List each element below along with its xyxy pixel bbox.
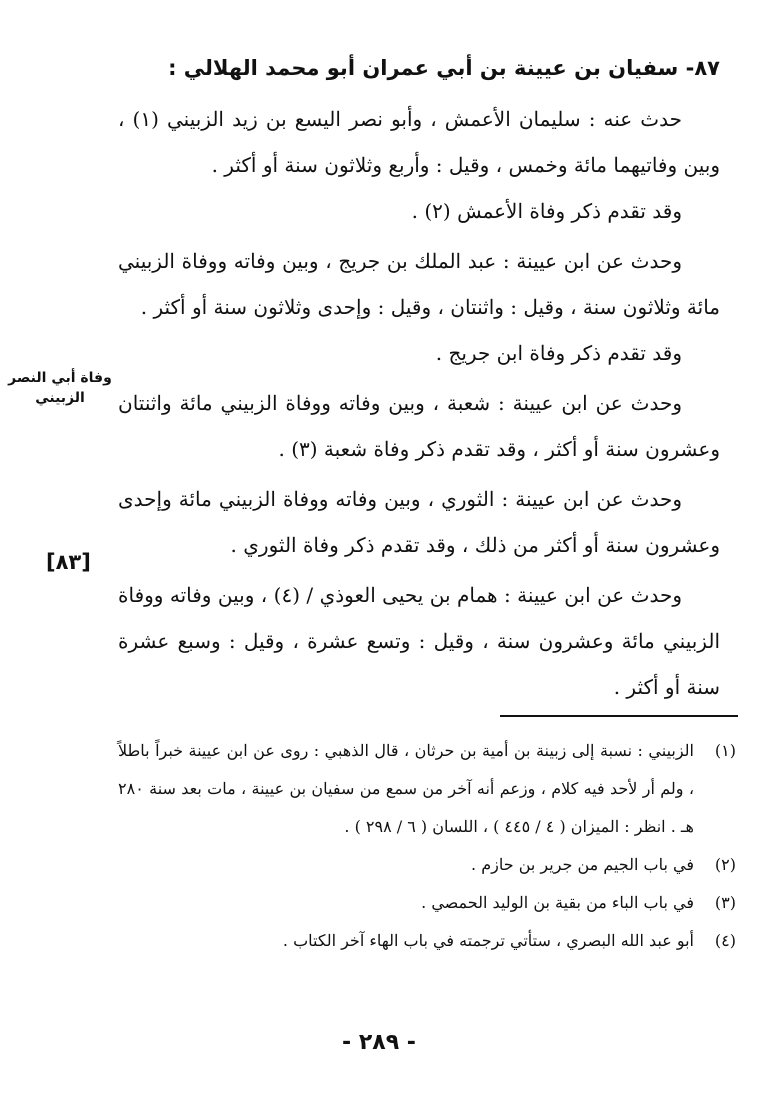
main-text [118,96,720,710]
footnote-number: (٤) [714,931,736,950]
footnote-text: أبو عبد الله البصري ، ستأتي ترجمته في باب الهاء آخر الكتاب . [282,931,694,950]
footnote-text: في باب الباء من بقية بن الوليد الحمصي . [421,893,694,912]
paragraph: وقد تقدم ذكر وفاة الأعمش (٢) . [411,199,682,223]
footnotes [118,732,736,960]
paragraph: وقد تقدم ذكر وفاة ابن جريج . [435,341,682,365]
manuscript-folio-number: [٨٣] [46,550,91,574]
paragraph: وحدث عن ابن عيينة : همام بن يحيى العوذي / (٤) ، وبين وفاته ووفاة الزبيني مائة وعشرون سنة ، وقيل : وتسع عشرة ، وقيل : وسبع عشرة سنة أو أكثر . [118,583,720,699]
footnote [118,846,736,884]
footnote-text: الزبيني : نسبة إلى زبينة بن أمية بن حرثان ، قال الذهبي : روى عن ابن عيينة خبراً باطلاً ، ولم أر لأحد فيه كلام ، وزعم أنه آخر من سمع من سفيان بن عيينة ، مات بعد سنة ٢٨٠ هـ . انظر : الميزان ( ٤ / ٤٤٥ ) ، اللسان ( ٦ / ٢٩٨ ) . [118,741,694,836]
footnote-number: (٢) [714,855,736,874]
footnote [118,732,736,846]
entry-heading: ٨٧- سفيان بن عيينة بن أبي عمران أبو محمد الهلالي : [168,56,720,80]
paragraph: وحدث عن ابن عيينة : عبد الملك بن جريج ، وبين وفاته ووفاة الزبيني مائة وثلاثون سنة ، وقيل : واثنتان ، وقيل : وإحدى وثلاثون سنة أو أكثر . [118,249,720,319]
paragraph: حدث عنه : سليمان الأعمش ، وأبو نصر اليسع بن زيد الزبيني (١) ، وبين وفاتيهما مائة وخمس ، وقيل : وأربع وثلاثون سنة أو أكثر . [118,107,720,177]
paragraph: وحدث عن ابن عيينة : شعبة ، وبين وفاته ووفاة الزبيني مائة واثنتان وعشرون سنة أو أكثر ، وقد تقدم ذكر وفاة شعبة (٣) . [118,391,720,461]
footnote [118,922,736,960]
footnote-number: (١) [714,741,736,760]
footnote [118,884,736,922]
page-number: - ٢٨٩ - [342,1030,416,1055]
margin-note: وفاة أبي النصر الزبيني [8,370,112,406]
footnote-text: في باب الجيم من جرير بن حازم . [471,855,694,874]
paragraph: وحدث عن ابن عيينة : الثوري ، وبين وفاته ووفاة الزبيني مائة وإحدى وعشرون سنة أو أكثر من ذلك ، وقد تقدم ذكر وفاة الثوري . [118,487,720,557]
footnote-number: (٣) [714,893,736,912]
footnote-divider [500,715,738,717]
